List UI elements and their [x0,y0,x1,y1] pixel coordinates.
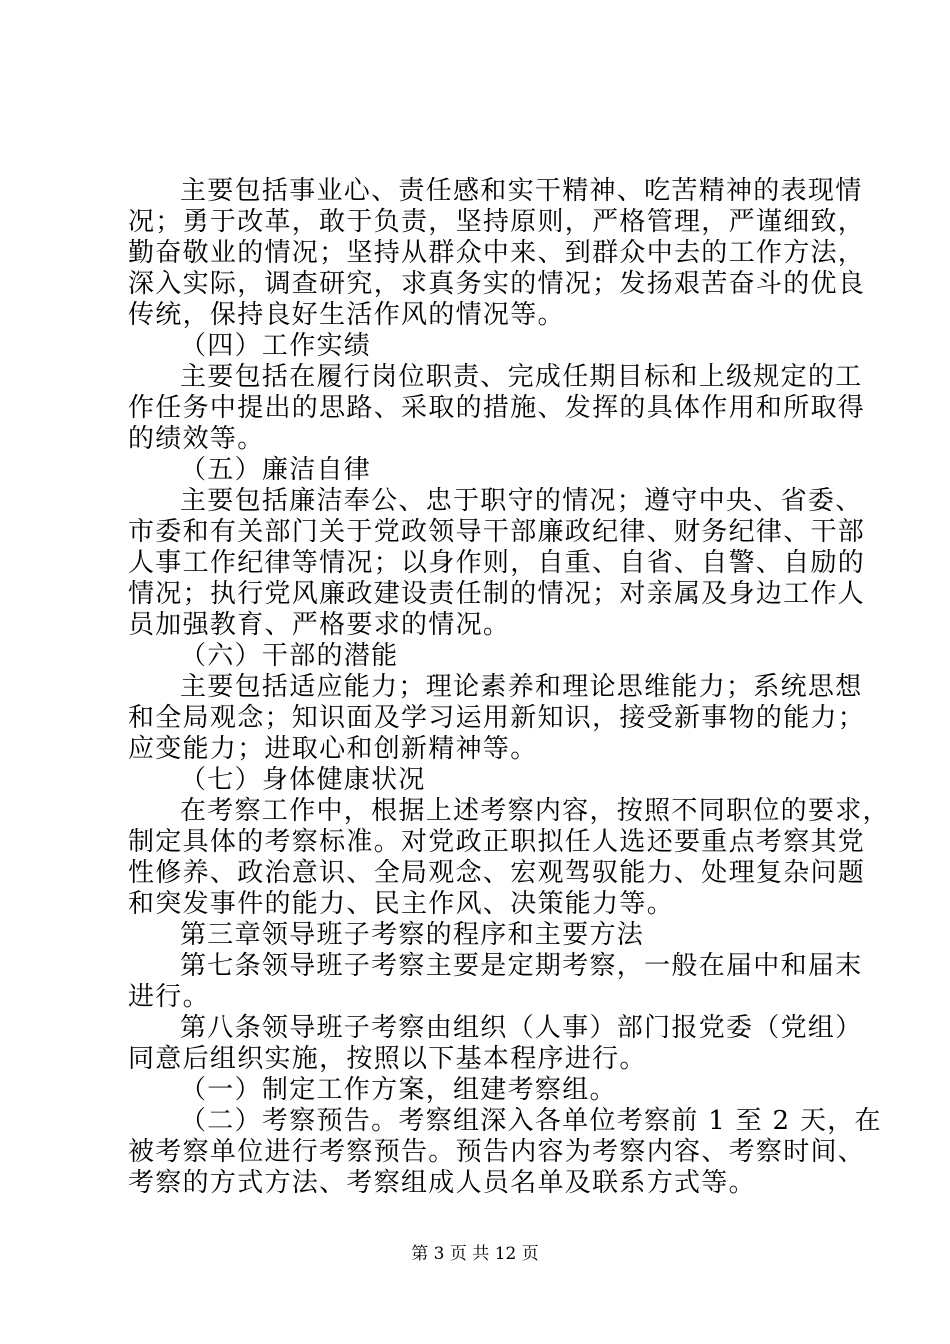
text-line: 和突发事件的能力、民主作风、决策能力等。 [128,889,675,919]
text-line: 第七条领导班子考察主要是定期考察，一般在届中和届末 [180,951,863,981]
text-line: 在考察工作中，根据上述考察内容，按照不同职位的要求， [180,796,890,826]
text-line: 和全局观念；知识面及学习运用新知识，接受新事物的能力； [128,703,866,733]
text-line: 同意后组织实施，按照以下基本程序进行。 [128,1044,647,1074]
text-line: 市委和有关部门关于党政领导干部廉政纪律、财务纪律、干部 [128,517,866,547]
text-line: （二）考察预告。考察组深入各单位考察前 1 至 2 天，在 [180,1106,882,1136]
text-line: （六）干部的潜能 [180,641,399,671]
text-line: 的绩效等。 [128,424,265,454]
text-line: 主要包括在履行岗位职责、完成任期目标和上级规定的工 [180,362,863,392]
text-line: 传统，保持良好生活作风的情况等。 [128,300,565,330]
page-footer [0,1244,950,1264]
text-line: 进行。 [128,982,210,1012]
text-line: 主要包括适应能力；理论素养和理论思维能力；系统思想 [180,672,863,702]
text-line: 人事工作纪律等情况；以身作则，自重、自省、自警、自励的 [128,548,866,578]
text-line: 制定具体的考察标准。对党政正职拟任人选还要重点考察其党 [128,827,866,857]
document-body [128,176,890,1199]
text-line: 情况；执行党风廉政建设责任制的情况；对亲属及身边工作人 [128,579,866,609]
text-line: （五）廉洁自律 [180,455,372,485]
text-line: 勤奋敬业的情况；坚持从群众中来、到群众中去的工作方法， [128,238,866,268]
text-line: 深入实际，调查研究，求真务实的情况；发扬艰苦奋斗的优良 [128,269,866,299]
text-line: 况；勇于改革，敢于负责，坚持原则，严格管理，严谨细致， [128,207,866,237]
text-line: 主要包括事业心、责任感和实干精神、吃苦精神的表现情 [180,176,863,206]
text-line: 员加强教育、严格要求的情况。 [128,610,511,640]
text-line: （四）工作实绩 [180,331,372,361]
text-line: 考察的方式方法、考察组成人员名单及联系方式等。 [128,1168,756,1198]
text-line: （一）制定工作方案，组建考察组。 [180,1075,617,1105]
text-line: 应变能力；进取心和创新精神等。 [128,734,538,764]
text-line: 性修养、政治意识、全局观念、宏观驾驭能力、处理复杂问题 [128,858,866,888]
text-line: 主要包括廉洁奉公、忠于职守的情况；遵守中央、省委、 [180,486,863,516]
page-number-label: 第 3 页 共 12 页 [411,1244,539,1264]
text-line: （七）身体健康状况 [180,765,426,795]
text-line: 作任务中提出的思路、采取的措施、发挥的具体作用和所取得 [128,393,866,423]
text-line: 被考察单位进行考察预告。预告内容为考察内容、考察时间、 [128,1137,866,1167]
text-line: 第八条领导班子考察由组织（人事）部门报党委（党组） [180,1013,863,1043]
text-line: 第三章领导班子考察的程序和主要方法 [180,920,645,950]
